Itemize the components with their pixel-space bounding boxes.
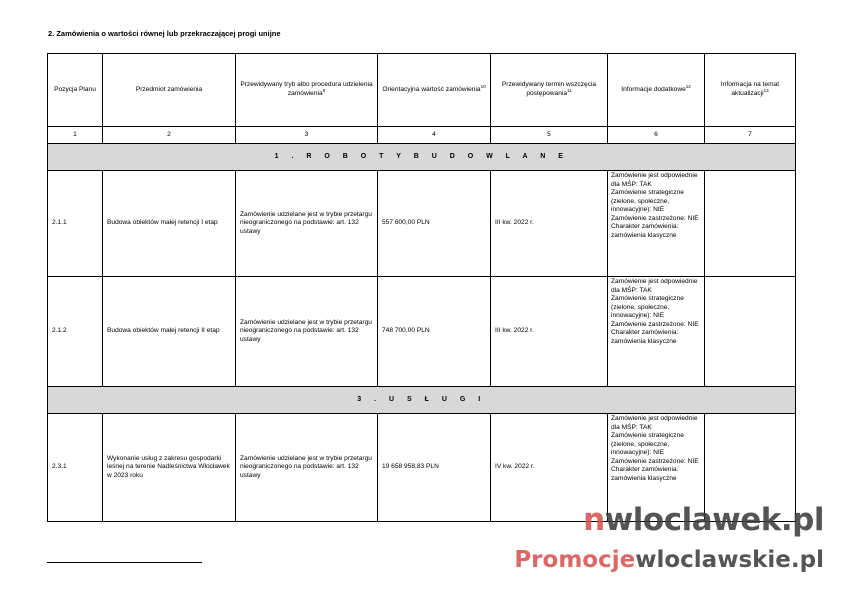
cell-procedure: Zamówienie udzielane jest w trybie przetargu nieograniczonego na podstawie: art. 132 ustawy (236, 171, 378, 277)
cell-subject: Budowa obiektów małej retencji I etap (103, 171, 236, 277)
cell-position: 2.3.1 (48, 414, 103, 522)
section-title: 1 . R O B O T Y B U D O W L A N E (48, 144, 796, 171)
info-line: Zamówienie jest odpowiednie dla MŚP: TAK (611, 278, 698, 294)
header-row (48, 54, 796, 127)
watermark-accent: Promocje (514, 547, 636, 573)
header-position: Pozycja Planu (48, 54, 103, 127)
cell-subject: Wykonanie usług z zakresu gospodarki leśnej na terenie Nadleśnictwa Włocławek w 2023 roku (103, 414, 236, 522)
column-number: 7 (705, 127, 796, 144)
cell-term: IV kw. 2022 r. (491, 414, 608, 522)
table-row (48, 171, 796, 277)
watermark-text: wloclawskie.pl (635, 547, 824, 573)
footnote-separator (47, 562, 202, 563)
cell-procedure: Zamówienie udzielane jest w trybie przetargu nieograniczonego na podstawie: art. 132 ustawy (236, 277, 378, 387)
info-line: Zamówienie strategiczne (zielone, społeczne, innowacyjne): NIE (611, 189, 684, 214)
cell-position: 2.1.1 (48, 171, 103, 277)
column-number: 4 (378, 127, 491, 144)
header-value: Orientacyjna wartość zamówienia$^{10}$ (378, 54, 491, 127)
cell-additional-info (608, 171, 705, 277)
cell-subject: Budowa obiektów małej retencji II etap (103, 277, 236, 387)
cell-update-info (705, 277, 796, 387)
watermark-text: wloclawek.pl (604, 502, 824, 538)
column-number: 2 (103, 127, 236, 144)
cell-value: 748 700,00 PLN (378, 277, 491, 387)
section-header-construction (48, 144, 796, 171)
info-line: Zamówienie zastrzeżone: NIE (611, 214, 699, 222)
header-procedure: Przewidywany tryb albo procedura udzielenia zamówienia$^9$ (236, 54, 378, 127)
section-title: 3 . U S Ł U G I (48, 387, 796, 414)
info-line: Zamówienie strategiczne (zielone, społeczne, innowacyjne): NIE (611, 295, 684, 320)
cell-procedure: Zamówienie udzielane jest w trybie przetargu nieograniczonego na podstawie: art. 132 ustawy (236, 414, 378, 522)
info-line: Zamówienie jest odpowiednie dla MŚP: TAK (611, 172, 698, 188)
column-number: 3 (236, 127, 378, 144)
header-update-info: Informacja na temat aktualizacji$^{13}$ (705, 54, 796, 127)
cell-term: III kw. 2022 r. (491, 171, 608, 277)
column-number: 5 (491, 127, 608, 144)
column-number: 1 (48, 127, 103, 144)
document-title: 2. Zamówienia o wartości równej lub przekraczającej progi unijne (48, 29, 281, 38)
column-number: 6 (608, 127, 705, 144)
header-additional-info: Informacje dodatkowe$^{12}$ (608, 54, 705, 127)
info-line: Charakter zamówienia: zamówienia klasyczne (611, 329, 679, 345)
info-line: Zamówienie jest odpowiednie dla MŚP: TAK (611, 415, 698, 431)
header-term: Przewidywany termin wszczęcia postępowania$^{11}$ (491, 54, 608, 127)
info-line: Charakter zamówienia: zamówienia klasyczne (611, 223, 679, 239)
watermark-nwloclawek (583, 502, 824, 538)
info-line: Zamówienie strategiczne (zielone, społeczne, innowacyjne): NIE (611, 432, 684, 457)
info-line: Zamówienie zastrzeżone: NIE (611, 457, 699, 465)
cell-value: 557 600,00 PLN (378, 171, 491, 277)
table-row (48, 277, 796, 387)
cell-position: 2.1.2 (48, 277, 103, 387)
procurement-plan-table (47, 53, 796, 522)
section-header-services (48, 387, 796, 414)
cell-term: III kw. 2022 r. (491, 277, 608, 387)
info-line: Zamówienie zastrzeżone: NIE (611, 320, 699, 328)
info-line: Charakter zamówienia: zamówienia klasyczne (611, 466, 679, 482)
header-subject: Przedmiot zamówienia (103, 54, 236, 127)
cell-update-info (705, 171, 796, 277)
watermark-accent: n (583, 502, 605, 538)
cell-value: 19 658 958,83 PLN (378, 414, 491, 522)
cell-additional-info (608, 277, 705, 387)
column-number-row (48, 127, 796, 144)
watermark-promocje (514, 547, 824, 573)
